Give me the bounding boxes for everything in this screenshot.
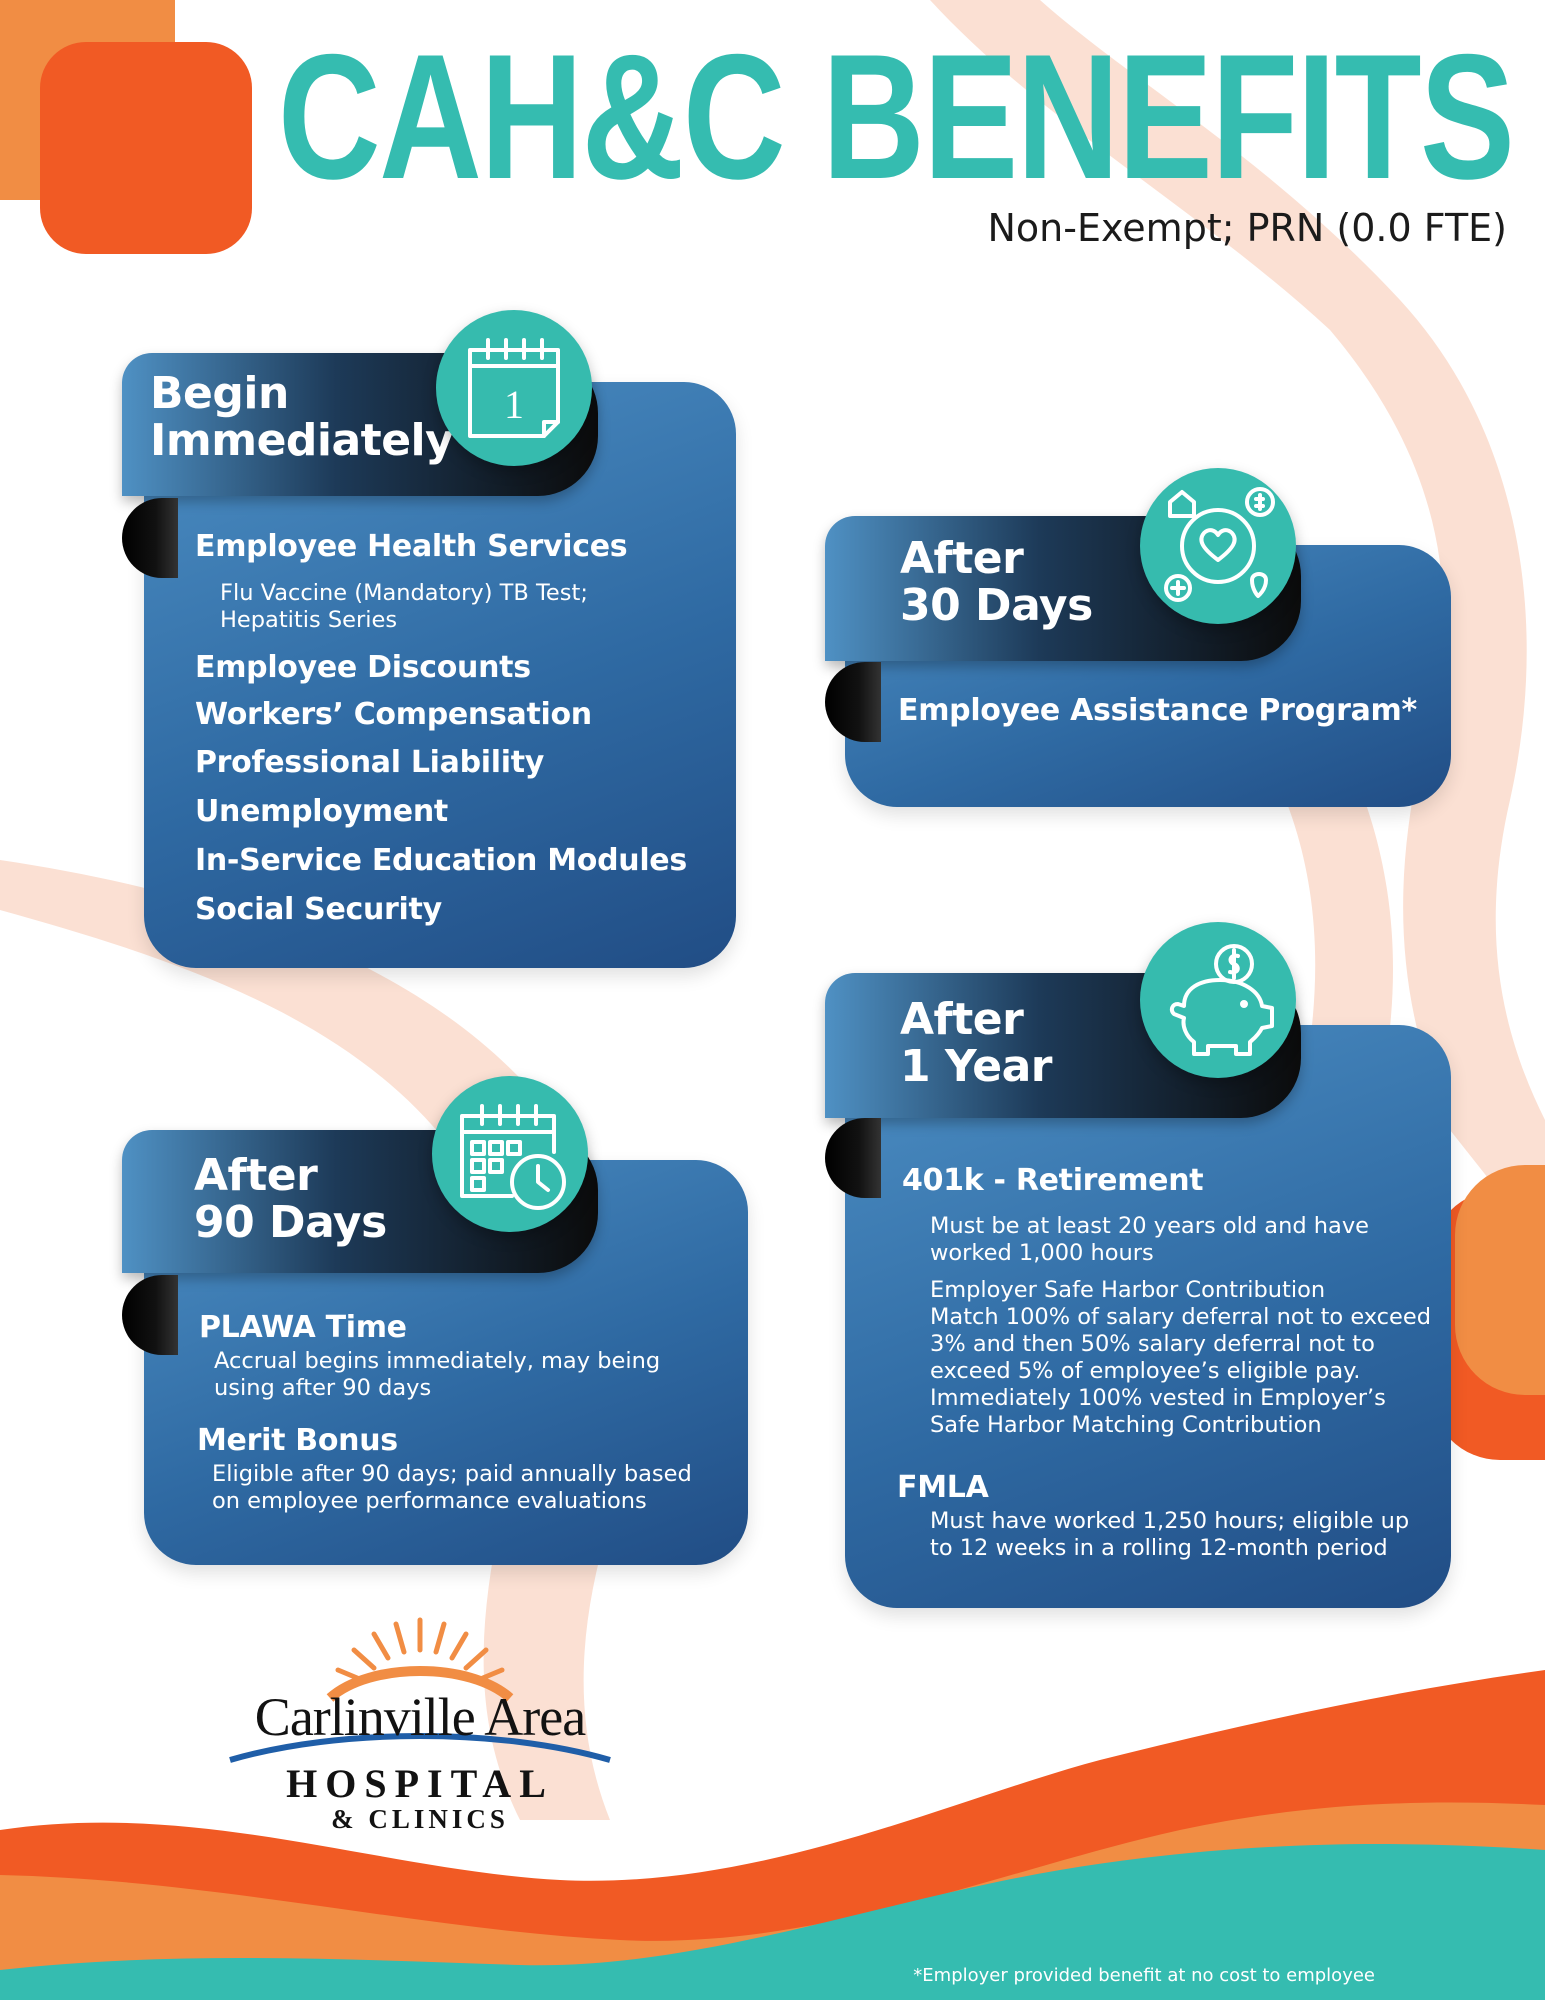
footnote: *Employer provided benefit at no cost to employee [913,1965,1375,1986]
calendar-clock-icon [432,1076,588,1232]
benefit-item: Employee Assistance Program* [898,693,1417,728]
orange-corner-square [40,42,252,254]
calendar-day-number: 1 [504,382,524,427]
benefit-item: Unemployment [195,794,448,829]
wellness-heart-icon [1140,468,1296,624]
header-title-30-days: After 30 Days [900,533,1093,631]
benefit-item: 401k - Retirement [902,1163,1204,1198]
header-title-1-year: After 1 Year [900,994,1052,1092]
benefit-item: Workers’ Compensation [195,697,592,732]
benefit-note: Employer Safe Harbor Contribution Match 100% of salary deferral not to exceed 3% and then 50% salary deferral not to exceed 5% of employee’s eligible pay. Immediately 100% vested in Employer’s Safe Harbor Matching Contribution [930,1277,1432,1438]
benefit-note: Must be at least 20 years old and have worked 1,000 hours [930,1213,1369,1266]
icon-circle-1-year [1140,922,1296,1078]
calendar-day-icon [436,310,592,466]
benefit-item: In-Service Education Modules [195,843,687,878]
benefit-item: Social Security [195,892,442,927]
page-title: CAH&C BENEFITS [277,17,1513,216]
icon-circle-30-days [1140,468,1296,624]
benefit-note: Eligible after 90 days; paid annually based on employee performance evaluations [212,1461,692,1514]
benefit-item: Merit Bonus [197,1423,398,1458]
header-title-immediately: Begin Immediately [150,368,454,466]
light-orange-right-tab [1455,1165,1545,1395]
header-title-90-days: After 90 Days [194,1150,387,1248]
icon-circle-immediately [436,310,592,466]
logo-hospital: HOSPITAL [286,1761,554,1806]
benefit-note: Accrual begins immediately, may being using after 90 days [214,1348,661,1401]
hospital-logo [220,1610,620,1840]
page-subtitle: Non-Exempt; PRN (0.0 FTE) [987,206,1507,250]
benefit-note: Flu Vaccine (Mandatory) TB Test; Hepatitis Series [220,580,588,633]
logo-name: Carlinville Area [254,1687,586,1747]
logo-clinics: & CLINICS [331,1804,509,1834]
benefit-note: Must have worked 1,250 hours; eligible up to 12 weeks in a rolling 12-month period [930,1508,1410,1561]
benefit-item: PLAWA Time [199,1310,407,1345]
icon-circle-90-days [432,1076,588,1232]
piggy-bank-icon [1140,922,1296,1078]
benefit-item: FMLA [897,1470,989,1505]
benefit-item: Employee Health Services [195,529,628,564]
benefit-item: Employee Discounts [195,650,531,685]
benefit-item: Professional Liability [195,745,544,780]
